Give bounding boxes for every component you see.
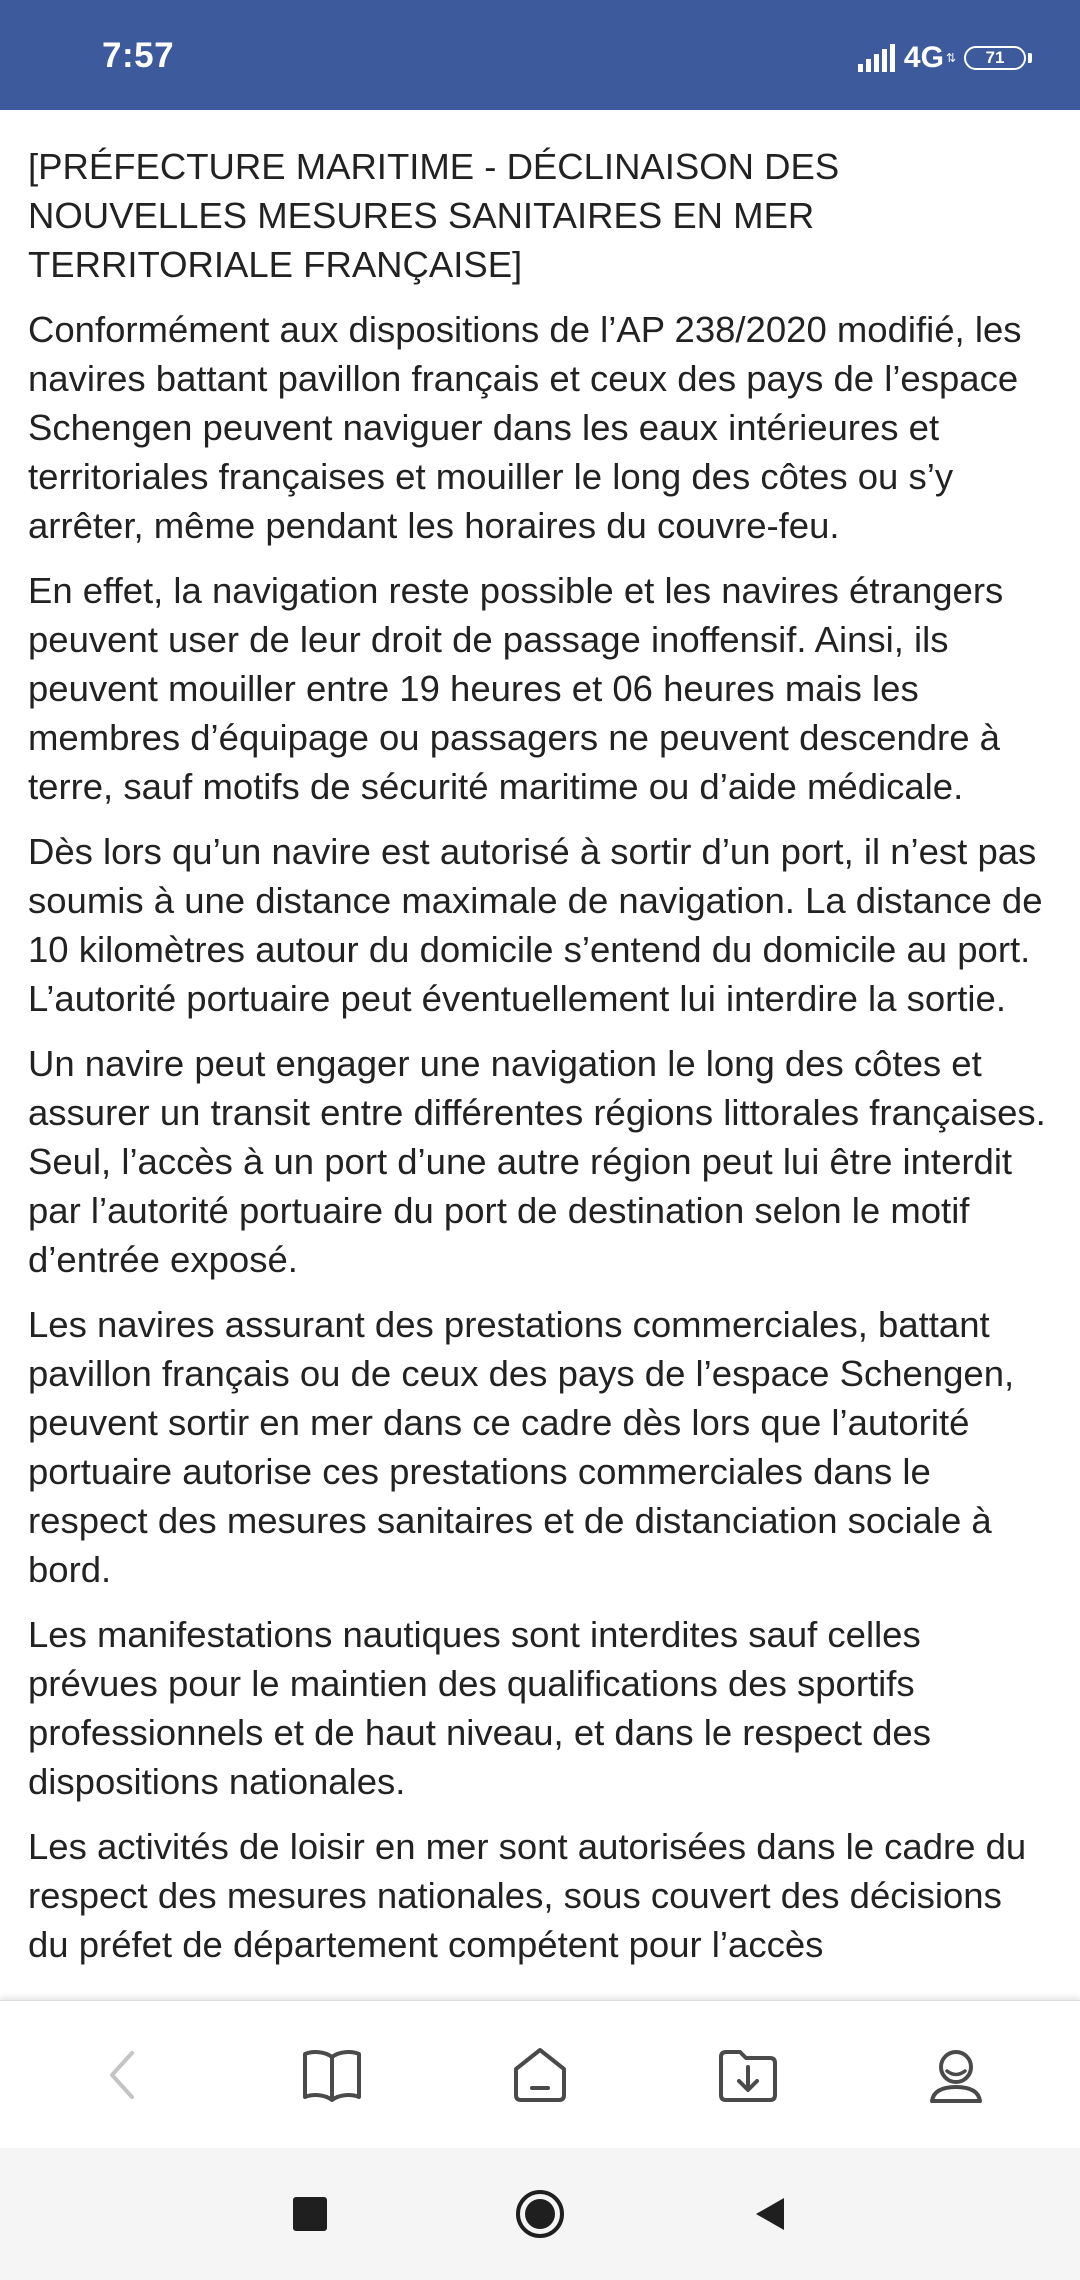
recents-button[interactable] xyxy=(275,2179,345,2249)
status-indicators xyxy=(858,38,1032,78)
system-home-button[interactable] xyxy=(505,2179,575,2249)
profile-button[interactable] xyxy=(896,2015,1016,2135)
back-button[interactable] xyxy=(64,2015,184,2135)
home-button[interactable] xyxy=(480,2015,600,2135)
article-content[interactable] xyxy=(0,110,1080,2000)
profile-icon xyxy=(926,2045,986,2105)
data-activity-icon: ⇅ xyxy=(945,51,956,65)
article-paragraph: Dès lors qu’un navire est autorisé à sortir d’un port, il n’est pas soumis à une distance maximale de navigation. La distance de 10 kilomètres autour du domicile s’entend du domicile au port. L’autorité portuaire peut éventuellement lui interdire la sortie. xyxy=(28,831,1043,1019)
article-paragraph: Les navires assurant des prestations commerciales, battant pavillon français ou de ceux des pays de l’espace Schengen, peuvent sortir en mer dans ce cadre dès lors que l’autorité portuaire autorise ces prestations commerciales dans le respect des mesures sanitaires et de distanciation sociale à bord. xyxy=(28,1304,1015,1590)
recents-square-icon xyxy=(292,2196,328,2232)
battery-icon xyxy=(964,46,1026,70)
back-chevron-icon xyxy=(94,2045,154,2105)
article-paragraph: En effet, la navigation reste possible et les navires étrangers peuvent user de leur droit de passage inoffensif. Ainsi, ils peuvent mouiller entre 19 heures et 06 heures mais les membres d’équipage ou passagers ne peuvent descendre à terre, sauf motifs de sécurité maritime ou d’aide médicale. xyxy=(28,570,1004,807)
article-paragraph: Les manifestations nautiques sont interdites sauf celles prévues pour le maintien des qualifications des sportifs professionnels et de haut niveau, et dans le respect des dispositions nationales. xyxy=(28,1614,931,1802)
status-bar xyxy=(0,0,1080,110)
book-icon xyxy=(300,2045,364,2105)
downloads-button[interactable] xyxy=(688,2015,808,2135)
article-paragraph: Un navire peut engager une navigation le long des côtes et assurer un transit entre différentes régions littorales françaises. Seul, l’accès à un port d’une autre région peut lui être interdit par l’autorité portuaire du port de destination selon le motif d’entrée exposé. xyxy=(28,1043,1046,1280)
bottom-toolbar xyxy=(0,2000,1080,2148)
signal-strength-icon xyxy=(858,44,898,72)
article-paragraph: Conformément aux dispositions de l’AP 238/2020 modifié, les navires battant pavillon français et ceux des pays de l’espace Schengen peuvent naviguer dans les eaux intérieures et territoriales françaises et mouiller le long des côtes ou s’y arrêter, même pendant les horaires du couvre-feu. xyxy=(28,309,1022,546)
battery-cap xyxy=(1028,53,1032,63)
article-heading: [PRÉFECTURE MARITIME - DÉCLINAISON DES NOUVELLES MESURES SANITAIRES EN MER TERRITORIALE FRANÇAISE] xyxy=(28,146,840,285)
back-triangle-icon xyxy=(750,2194,790,2234)
article-paragraph: Les activités de loisir en mer sont autorisées dans le cadre du respect des mesures nationales, sous couvert des décisions du préfet de département compétent pour l’accès xyxy=(28,1826,1027,1965)
home-circle-icon xyxy=(514,2188,566,2240)
network-type: 4G xyxy=(903,41,944,74)
system-navigation-bar xyxy=(0,2148,1080,2280)
home-icon xyxy=(510,2045,570,2105)
system-back-button[interactable] xyxy=(735,2179,805,2249)
download-folder-icon xyxy=(716,2045,780,2105)
status-time: 7:57 xyxy=(102,36,175,75)
battery-level: 71 xyxy=(985,48,1005,67)
bookmarks-button[interactable] xyxy=(272,2015,392,2135)
